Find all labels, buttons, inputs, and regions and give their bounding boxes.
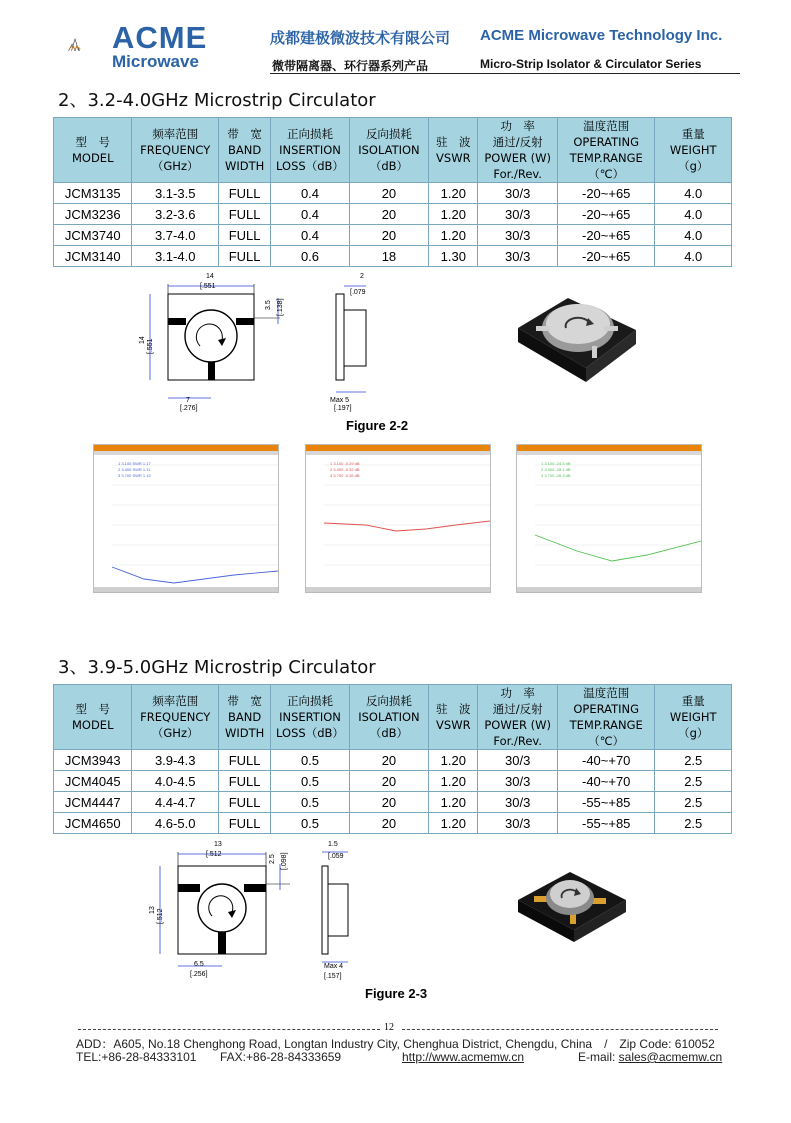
header-line: 通过/反射 bbox=[492, 135, 543, 149]
table-cell-isolation: 20 bbox=[349, 750, 428, 771]
column-header-vswr bbox=[429, 118, 478, 183]
header-line: 带 宽 bbox=[227, 127, 262, 141]
table-cell-weight: 2.5 bbox=[655, 792, 732, 813]
dim-tab-in: [.098] bbox=[281, 852, 288, 870]
acme-logo-mark bbox=[68, 18, 112, 74]
dim-port-in: [.256] bbox=[190, 971, 208, 978]
dim-tab-in: [.138] bbox=[277, 298, 284, 316]
column-header-frequency bbox=[132, 118, 219, 183]
table-cell-isolation: 20 bbox=[349, 813, 428, 834]
table-cell-isolation: 20 bbox=[349, 183, 428, 204]
dim-port-in: [.276] bbox=[180, 405, 198, 412]
spec-table bbox=[53, 117, 732, 267]
header-line: 型 号 bbox=[75, 135, 110, 149]
table-cell-temp-range: -20~+65 bbox=[557, 183, 655, 204]
column-header-isolation bbox=[349, 118, 428, 183]
header-line: 型 号 bbox=[75, 702, 110, 716]
section-title: 3、3.9-5.0GHz Microstrip Circulator bbox=[58, 657, 376, 678]
table-cell-model: JCM3740 bbox=[54, 225, 132, 246]
table-cell-insertion-loss: 0.5 bbox=[271, 792, 349, 813]
dim-port: 7 bbox=[186, 397, 190, 404]
table-header-row bbox=[54, 685, 732, 750]
table-cell-model: JCM4447 bbox=[54, 792, 132, 813]
table-cell-vswr: 1.20 bbox=[429, 204, 478, 225]
header-line: 反向损耗 bbox=[365, 694, 412, 708]
header-line: （g） bbox=[678, 159, 709, 173]
table-cell-temp-range: -20~+65 bbox=[557, 225, 655, 246]
table-cell-power: 30/3 bbox=[478, 792, 557, 813]
section-title: 2、3.2-4.0GHz Microstrip Circulator bbox=[58, 90, 376, 111]
dim-width: 14 bbox=[206, 273, 214, 280]
dim-max: Max 4 bbox=[324, 963, 344, 970]
header-line: OPERATING bbox=[573, 135, 640, 149]
table-row bbox=[54, 792, 732, 813]
column-header-model bbox=[54, 118, 132, 183]
svg-text:3 3.700 -26.3 dB: 3 3.700 -26.3 dB bbox=[541, 473, 571, 478]
spec-table bbox=[53, 684, 732, 834]
header-line: 频率范围 bbox=[152, 127, 199, 141]
table-cell-weight: 4.0 bbox=[655, 225, 732, 246]
svg-text:1 3.100 -24.5 dB: 1 3.100 -24.5 dB bbox=[541, 461, 571, 466]
table-cell-insertion-loss: 0.5 bbox=[271, 750, 349, 771]
dim-tab: 2.5 bbox=[269, 854, 276, 864]
table-cell-insertion-loss: 0.6 bbox=[271, 246, 349, 267]
figure-caption: Figure 2-3 bbox=[365, 986, 428, 1001]
table-cell-bandwidth: FULL bbox=[218, 750, 270, 771]
dim-thickness: 1.5 bbox=[328, 841, 338, 848]
table-cell-vswr: 1.20 bbox=[429, 813, 478, 834]
svg-text:3 3.700 SWR 1.12: 3 3.700 SWR 1.12 bbox=[118, 473, 151, 478]
company-name-en: ACME Microwave Technology Inc. bbox=[480, 27, 723, 44]
header-line: INSERTION bbox=[279, 710, 341, 724]
header-line: MODEL bbox=[71, 718, 114, 732]
outline-drawing bbox=[140, 838, 390, 984]
email-label: E-mail: bbox=[578, 1050, 619, 1064]
header-line: ISOLATION bbox=[358, 143, 420, 157]
table-cell-bandwidth: FULL bbox=[218, 813, 270, 834]
table-cell-bandwidth: FULL bbox=[218, 204, 270, 225]
table-cell-power: 30/3 bbox=[478, 750, 557, 771]
dim-height-in: [.551 bbox=[147, 338, 154, 354]
svg-text:1 3.100 SWR 1.17: 1 3.100 SWR 1.17 bbox=[118, 461, 151, 466]
insertion-loss-plot bbox=[305, 444, 491, 593]
header-line: For./Rev. bbox=[493, 734, 542, 748]
table-row bbox=[54, 813, 732, 834]
footer-address: ADD：A605, No.18 Chenghong Road, Longtan Industry City, Chenghua District, Chengdu, China / Zip Code: 610052 bbox=[76, 1037, 715, 1051]
header-line: WIDTH bbox=[224, 159, 265, 173]
table-row bbox=[54, 246, 732, 267]
table-cell-power: 30/3 bbox=[478, 204, 557, 225]
dim-thickness: 2 bbox=[360, 273, 364, 280]
table-cell-model: JCM3140 bbox=[54, 246, 132, 267]
dim-width-in: [.512 bbox=[206, 851, 222, 858]
table-cell-insertion-loss: 0.4 bbox=[271, 183, 349, 204]
table-cell-power: 30/3 bbox=[478, 813, 557, 834]
table-cell-frequency: 4.0-4.5 bbox=[132, 771, 219, 792]
header-line: （℃） bbox=[588, 734, 625, 748]
table-cell-insertion-loss: 0.4 bbox=[271, 204, 349, 225]
header-line: 温度范围 bbox=[583, 119, 630, 133]
header-line: （℃） bbox=[588, 167, 625, 181]
header-line: VSWR bbox=[436, 151, 471, 165]
table-cell-model: JCM3135 bbox=[54, 183, 132, 204]
header-line: INSERTION bbox=[279, 143, 341, 157]
header-line: 驻 波 bbox=[436, 135, 471, 149]
table-cell-model: JCM3236 bbox=[54, 204, 132, 225]
header-line: LOSS（dB） bbox=[276, 726, 344, 740]
table-row bbox=[54, 750, 732, 771]
table-cell-model: JCM4650 bbox=[54, 813, 132, 834]
isolation-plot bbox=[516, 444, 702, 593]
table-cell-isolation: 20 bbox=[349, 204, 428, 225]
table-cell-bandwidth: FULL bbox=[218, 792, 270, 813]
svg-text:2 3.400 -0.32 dB: 2 3.400 -0.32 dB bbox=[330, 467, 360, 472]
dim-max-in: [.197] bbox=[334, 405, 352, 412]
table-cell-vswr: 1.20 bbox=[429, 183, 478, 204]
dim-thickness-in: [.079 bbox=[350, 289, 366, 296]
table-cell-weight: 2.5 bbox=[655, 750, 732, 771]
table-cell-temp-range: -20~+65 bbox=[557, 204, 655, 225]
header-line: 温度范围 bbox=[583, 686, 630, 700]
table-cell-vswr: 1.20 bbox=[429, 750, 478, 771]
footer-divider bbox=[78, 1024, 718, 1034]
column-header-temp-range bbox=[557, 118, 655, 183]
table-cell-insertion-loss: 0.5 bbox=[271, 813, 349, 834]
header-line: （g） bbox=[678, 726, 709, 740]
table-cell-isolation: 20 bbox=[349, 225, 428, 246]
table-cell-bandwidth: FULL bbox=[218, 225, 270, 246]
header-line: 正向损耗 bbox=[286, 127, 333, 141]
column-header-insertion-loss bbox=[271, 118, 349, 183]
column-header-temp-range bbox=[557, 685, 655, 750]
column-header-bandwidth bbox=[218, 118, 270, 183]
table-cell-vswr: 1.20 bbox=[429, 771, 478, 792]
header-line: 正向损耗 bbox=[286, 694, 333, 708]
column-header-power bbox=[478, 685, 557, 750]
column-header-model bbox=[54, 685, 132, 750]
table-cell-model: JCM3943 bbox=[54, 750, 132, 771]
table-cell-frequency: 3.1-4.0 bbox=[132, 246, 219, 267]
figure-caption: Figure 2-2 bbox=[346, 418, 409, 433]
header-line: ISOLATION bbox=[358, 710, 420, 724]
header-line: POWER (W) bbox=[484, 151, 551, 165]
product-photo bbox=[508, 288, 643, 388]
logo-subtitle: Microwave bbox=[112, 52, 199, 71]
table-cell-frequency: 4.4-4.7 bbox=[132, 792, 219, 813]
table-cell-power: 30/3 bbox=[478, 225, 557, 246]
header-line: WEIGHT bbox=[669, 143, 717, 157]
series-name-cn: 微带隔离器、环行器系列产品 bbox=[272, 59, 429, 73]
table-cell-isolation: 20 bbox=[349, 771, 428, 792]
column-header-weight bbox=[655, 685, 732, 750]
header-line: 重量 bbox=[681, 694, 705, 708]
header-line: 频率范围 bbox=[152, 694, 199, 708]
table-cell-isolation: 18 bbox=[349, 246, 428, 267]
table-cell-vswr: 1.20 bbox=[429, 225, 478, 246]
svg-text:1 3.100 -0.29 dB: 1 3.100 -0.29 dB bbox=[330, 461, 360, 466]
header-line: （dB） bbox=[369, 159, 409, 173]
series-name-en: Micro-Strip Isolator & Circulator Series bbox=[480, 57, 702, 71]
svg-text:2 3.400 SWR 1.11: 2 3.400 SWR 1.11 bbox=[118, 467, 151, 472]
table-cell-weight: 2.5 bbox=[655, 813, 732, 834]
footer-email bbox=[578, 1050, 722, 1064]
dim-width: 13 bbox=[214, 841, 222, 848]
table-header-row bbox=[54, 118, 732, 183]
header-line: TEMP.RANGE bbox=[569, 718, 643, 732]
header-line: For./Rev. bbox=[493, 167, 542, 181]
column-header-isolation bbox=[349, 685, 428, 750]
table-cell-power: 30/3 bbox=[478, 183, 557, 204]
table-cell-isolation: 20 bbox=[349, 792, 428, 813]
header-line: BAND bbox=[227, 143, 262, 157]
dim-width-in: [.551 bbox=[200, 283, 216, 290]
company-name-cn: 成都建极微波技术有限公司 bbox=[270, 29, 451, 47]
website-link[interactable]: http://www.acmemw.cn bbox=[402, 1050, 525, 1064]
page-number: 12 bbox=[384, 1022, 394, 1033]
header-line: 重量 bbox=[681, 127, 705, 141]
header-line: WIDTH bbox=[224, 726, 265, 740]
table-cell-temp-range: -55~+85 bbox=[557, 792, 655, 813]
table-cell-weight: 4.0 bbox=[655, 204, 732, 225]
column-header-insertion-loss bbox=[271, 685, 349, 750]
dim-max-in: [.157] bbox=[324, 973, 342, 980]
column-header-bandwidth bbox=[218, 685, 270, 750]
table-cell-vswr: 1.20 bbox=[429, 792, 478, 813]
table-row bbox=[54, 771, 732, 792]
dim-height: 14 bbox=[139, 336, 146, 344]
table-cell-weight: 4.0 bbox=[655, 246, 732, 267]
table-cell-power: 30/3 bbox=[478, 771, 557, 792]
header-line: TEMP.RANGE bbox=[569, 151, 643, 165]
header-line: FREQUENCY bbox=[140, 710, 211, 724]
table-cell-weight: 2.5 bbox=[655, 771, 732, 792]
table-row bbox=[54, 183, 732, 204]
table-cell-power: 30/3 bbox=[478, 246, 557, 267]
table-cell-insertion-loss: 0.5 bbox=[271, 771, 349, 792]
table-cell-bandwidth: FULL bbox=[218, 771, 270, 792]
dim-max: Max 5 bbox=[330, 397, 350, 404]
table-cell-frequency: 3.9-4.3 bbox=[132, 750, 219, 771]
table-cell-model: JCM4045 bbox=[54, 771, 132, 792]
header-line: POWER (W) bbox=[484, 718, 551, 732]
table-cell-frequency: 4.6-5.0 bbox=[132, 813, 219, 834]
header-line: （GHz） bbox=[151, 159, 199, 173]
header-line: （dB） bbox=[369, 726, 409, 740]
product-photo bbox=[510, 860, 630, 950]
table-cell-insertion-loss: 0.4 bbox=[271, 225, 349, 246]
table-cell-frequency: 3.2-3.6 bbox=[132, 204, 219, 225]
column-header-vswr bbox=[429, 685, 478, 750]
table-cell-temp-range: -55~+85 bbox=[557, 813, 655, 834]
table-cell-temp-range: -20~+65 bbox=[557, 246, 655, 267]
vswr-plot bbox=[93, 444, 279, 593]
header-line: MODEL bbox=[71, 151, 114, 165]
svg-text:3 3.700 -0.35 dB: 3 3.700 -0.35 dB bbox=[330, 473, 360, 478]
header-line: 反向损耗 bbox=[365, 127, 412, 141]
table-cell-vswr: 1.30 bbox=[429, 246, 478, 267]
header-divider bbox=[270, 73, 740, 74]
column-header-frequency bbox=[132, 685, 219, 750]
email-link[interactable]: sales@acmemw.cn bbox=[618, 1050, 723, 1064]
header-line: 功 率 bbox=[500, 119, 535, 133]
table-cell-frequency: 3.7-4.0 bbox=[132, 225, 219, 246]
table-cell-temp-range: -40~+70 bbox=[557, 750, 655, 771]
header-line: WEIGHT bbox=[669, 710, 717, 724]
table-cell-bandwidth: FULL bbox=[218, 183, 270, 204]
column-header-weight bbox=[655, 118, 732, 183]
dim-thickness-in: [.059 bbox=[328, 853, 344, 860]
table-cell-weight: 4.0 bbox=[655, 183, 732, 204]
header-line: VSWR bbox=[436, 718, 471, 732]
dim-height: 13 bbox=[149, 906, 156, 914]
table-cell-bandwidth: FULL bbox=[218, 246, 270, 267]
header-line: BAND bbox=[227, 710, 262, 724]
svg-text:2 3.400 -28.1 dB: 2 3.400 -28.1 dB bbox=[541, 467, 571, 472]
header-line: FREQUENCY bbox=[140, 143, 211, 157]
table-cell-temp-range: -40~+70 bbox=[557, 771, 655, 792]
table-cell-frequency: 3.1-3.5 bbox=[132, 183, 219, 204]
column-header-power bbox=[478, 118, 557, 183]
header-line: 通过/反射 bbox=[492, 702, 543, 716]
header-line: LOSS（dB） bbox=[276, 159, 344, 173]
table-row bbox=[54, 204, 732, 225]
table-row bbox=[54, 225, 732, 246]
logo-title: ACME bbox=[112, 20, 208, 55]
header-line: 功 率 bbox=[500, 686, 535, 700]
header-line: 驻 波 bbox=[436, 702, 471, 716]
dim-height-in: [.512 bbox=[157, 908, 164, 924]
dim-tab: 3.5 bbox=[265, 300, 272, 310]
header-line: （GHz） bbox=[151, 726, 199, 740]
outline-drawing bbox=[130, 270, 390, 416]
footer-fax: FAX:+86-28-84333659 bbox=[220, 1050, 342, 1064]
dim-port: 6.5 bbox=[194, 961, 204, 968]
header-line: OPERATING bbox=[573, 702, 640, 716]
header-line: 带 宽 bbox=[227, 694, 262, 708]
footer-tel: TEL:+86-28-84333101 bbox=[76, 1050, 197, 1064]
